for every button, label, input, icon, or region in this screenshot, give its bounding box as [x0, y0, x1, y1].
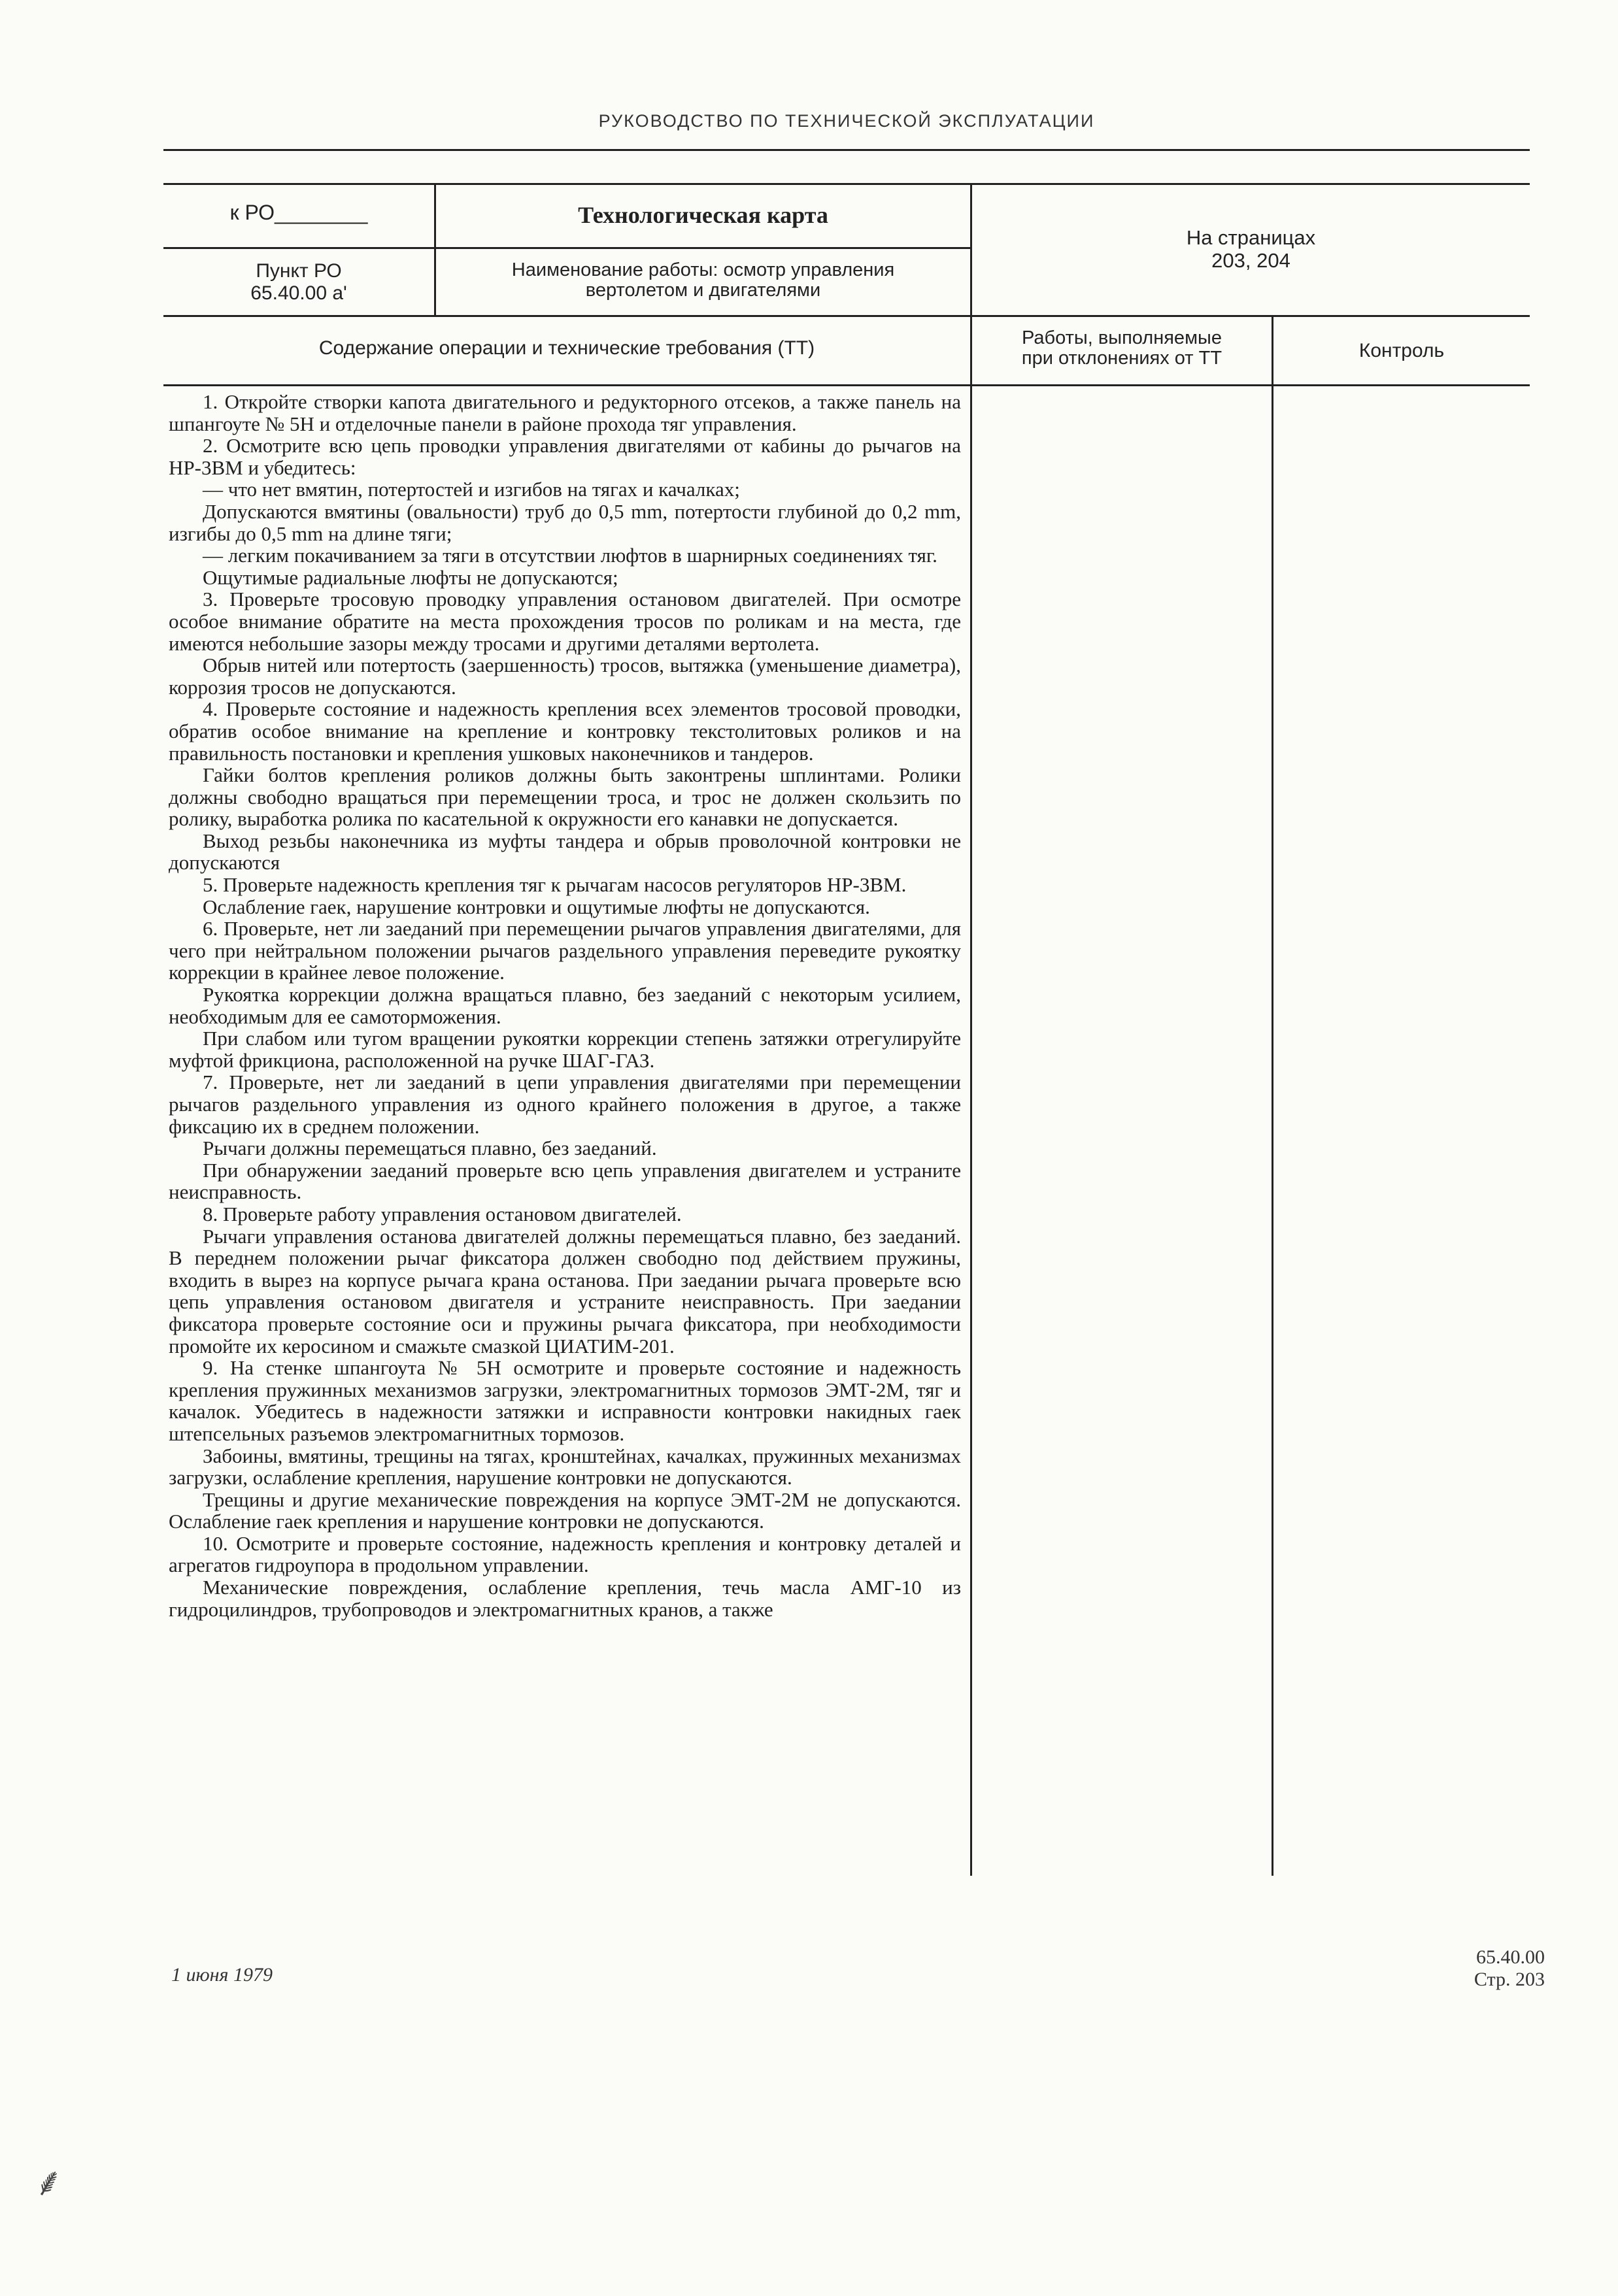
- operation-paragraph: Забоины, вмятины, трещины на тягах, кронштейнах, качалках, пружинных механизмах загрузки, ослабление крепления, нарушение контровки не допускаются.: [169, 1444, 961, 1489]
- stray-ink-mark: ⸙: [34, 2159, 63, 2205]
- operation-paragraph: 10. Осмотрите и проверьте состояние, надежность крепления и контровку деталей и агрегатов гидроупора в продольном управлении.: [169, 1531, 961, 1577]
- column-header-content: Содержание операции и технические требования (ТТ): [318, 337, 815, 359]
- deviations-label: Работы, выполняемые: [1022, 327, 1222, 348]
- operation-paragraph: Обрыв нитей или потертость (заершенность) тросов, вытяжка (уменьшение диаметра), коррозия тросов не допускаются.: [169, 654, 961, 699]
- operation-paragraph: Выход резьбы наконечника из муфты тандера и обрыв проволочной контровки не допускаются: [169, 829, 961, 874]
- operation-paragraph: 3. Проверьте тросовую проводку управления остановом двигателей. При осмотре особое внимание обратите на места прохождения тросов по роликам и на места, где имеются небольшие зазоры между тросами и другими деталями вертолета.: [169, 588, 961, 655]
- column-header-deviations: [972, 328, 1272, 369]
- pages-value: 203, 204: [1211, 249, 1290, 272]
- footer-date: 1 июня 1979: [171, 1964, 273, 1986]
- operation-paragraph: 2. Осмотрите всю цепь проводки управления двигателями от кабины до рычагов на НР-3ВМ и убедитесь:: [169, 434, 961, 479]
- operations-content: [169, 391, 961, 1620]
- pages-cell: [972, 226, 1530, 272]
- operation-paragraph: — что нет вмятин, потертостей и изгибов на тягах и качалках;: [203, 478, 740, 501]
- ref-cell: [163, 203, 434, 223]
- column-header-control: Контроль: [1358, 340, 1445, 361]
- operation-paragraph: Ослабление гаек, нарушение контровки и ощутимые люфты не допускаются.: [203, 895, 870, 918]
- pages-label: На страницах: [1186, 226, 1316, 249]
- operation-paragraph: 5. Проверьте надежность крепления тяг к рычагам насосов регуляторов НР-3ВМ.: [203, 873, 907, 897]
- operation-paragraph: Ощутимые радиальные люфты не допускаются;: [203, 565, 618, 589]
- operation-paragraph: 9. На стенке шпангоута № 5Н осмотрите и проверьте состояние и надежность крепления пружинных механизмов загрузки, электромагнитных тормозов ЭМТ-2М, тяг и качалок. Убедитесь в надежности затяжки и исправности контровки накидных гаек штепсельных разъемов электромагнитных тормозов.: [169, 1356, 961, 1445]
- col-divider-3: [1272, 315, 1273, 1876]
- item-cell: [163, 260, 434, 305]
- card-title: Технологическая карта: [578, 202, 828, 228]
- item-value: 65.40.00 а': [250, 282, 347, 304]
- operation-paragraph: Рычаги должны перемещаться плавно, без заеданий.: [203, 1137, 657, 1160]
- operation-paragraph: 6. Проверьте, нет ли заеданий при перемещении рычагов управления двигателями, для чего при нейтральном положении рычагов раздельного управления переведите рукоятку коррекции в крайнее левое положение.: [169, 917, 961, 984]
- ref-blank: ________: [275, 201, 368, 224]
- operation-paragraph: Механические повреждения, ослабление крепления, течь масла АМГ-10 из гидроцилиндров, трубопроводов и электромагнитных кранов, а также: [169, 1576, 961, 1621]
- table-top-rule: [163, 183, 1530, 185]
- operation-paragraph: При обнаружении заеданий проверьте всю цепь управления двигателем и устраните неисправность.: [169, 1158, 961, 1204]
- work-name: Наименование работы: осмотр управления: [511, 259, 895, 280]
- operation-paragraph: Рычаги управления останова двигателей должны перемещаться плавно, без заеданий. В переднем положении рычаг фиксатора должен свободно под действием пружины, входить в вырез на корпусе рычага крана останова. При заедании рычага проверьте всю цепь управления остановом двигателя и устраните неисправность. При заедании фиксатора проверьте состояние оси и пружины рычага фиксатора, при необходимости промойте их керосином и смажьте смазкой ЦИАТИМ-201.: [169, 1224, 961, 1357]
- deviations-label-2: при отклонениях от ТТ: [1021, 348, 1222, 369]
- operation-paragraph: 7. Проверьте, нет ли заеданий в цепи управления двигателями при перемещении рычагов раздельного управления из одного крайнего положения в другое, а также фиксацию их в среднем положении.: [169, 1071, 961, 1138]
- header-rule: [163, 149, 1530, 151]
- row2-rule: [163, 315, 1530, 317]
- operation-paragraph: 8. Проверьте работу управления остановом двигателей.: [203, 1202, 682, 1225]
- operation-paragraph: 4. Проверьте состояние и надежность крепления всех элементов тросовой проводки, обратив особое внимание на крепление и контровку текстолитовых роликов и на правильность постановки и крепления ушковых наконечников и тандеров.: [169, 697, 961, 765]
- operation-paragraph: При слабом или тугом вращении рукоятки коррекции степень затяжки отрегулируйте муфтой фрикциона, расположенной на ручке ШАГ-ГАЗ.: [169, 1027, 961, 1072]
- work-name-2: вертолетом и двигателями: [585, 280, 821, 301]
- footer-doc-code: 65.40.00: [1476, 1946, 1545, 1968]
- footer-page: Стр. 203: [1474, 1969, 1545, 1990]
- ref-label: к РО: [229, 201, 275, 224]
- column-header-rule: [163, 384, 1530, 386]
- item-label: Пункт РО: [256, 260, 342, 282]
- operation-paragraph: Гайки болтов крепления роликов должны быть законтрены шплинтами. Ролики должны свободно вращаться при перемещении троса, и трос не должен скользить по ролику, выработка ролика по касательной к окружности его канавки не допускается.: [169, 763, 961, 831]
- col-divider-2: [970, 183, 972, 1876]
- operation-paragraph: 1. Откройте створки капота двигательного и редукторного отсеков, а также панель на шпангоуте № 5Н и отделочные панели в районе прохода тяг управления.: [169, 390, 961, 435]
- row1-rule: [163, 247, 971, 249]
- running-header: РУКОВОДСТВО ПО ТЕХНИЧЕСКОЙ ЭКСПЛУАТАЦИИ: [598, 111, 1095, 131]
- operation-paragraph: Трещины и другие механические повреждения на корпусе ЭМТ-2М не допускаются. Ослабление гаек крепления и нарушение контровки не допускаются.: [169, 1488, 961, 1533]
- operation-paragraph: Рукоятка коррекции должна вращаться плавно, без заеданий с некоторым усилием, необходимым для ее самоторможения.: [169, 983, 961, 1028]
- operation-paragraph: — легким покачиванием за тяги в отсутствии люфтов в шарнирных соединениях тяг.: [203, 544, 937, 567]
- work-name-cell: [436, 260, 970, 301]
- operation-paragraph: Допускаются вмятины (овальности) труб до 0,5 mm, потертости глубиной до 0,2 mm, изгибы до 0,5 mm на длине тяги;: [169, 499, 961, 545]
